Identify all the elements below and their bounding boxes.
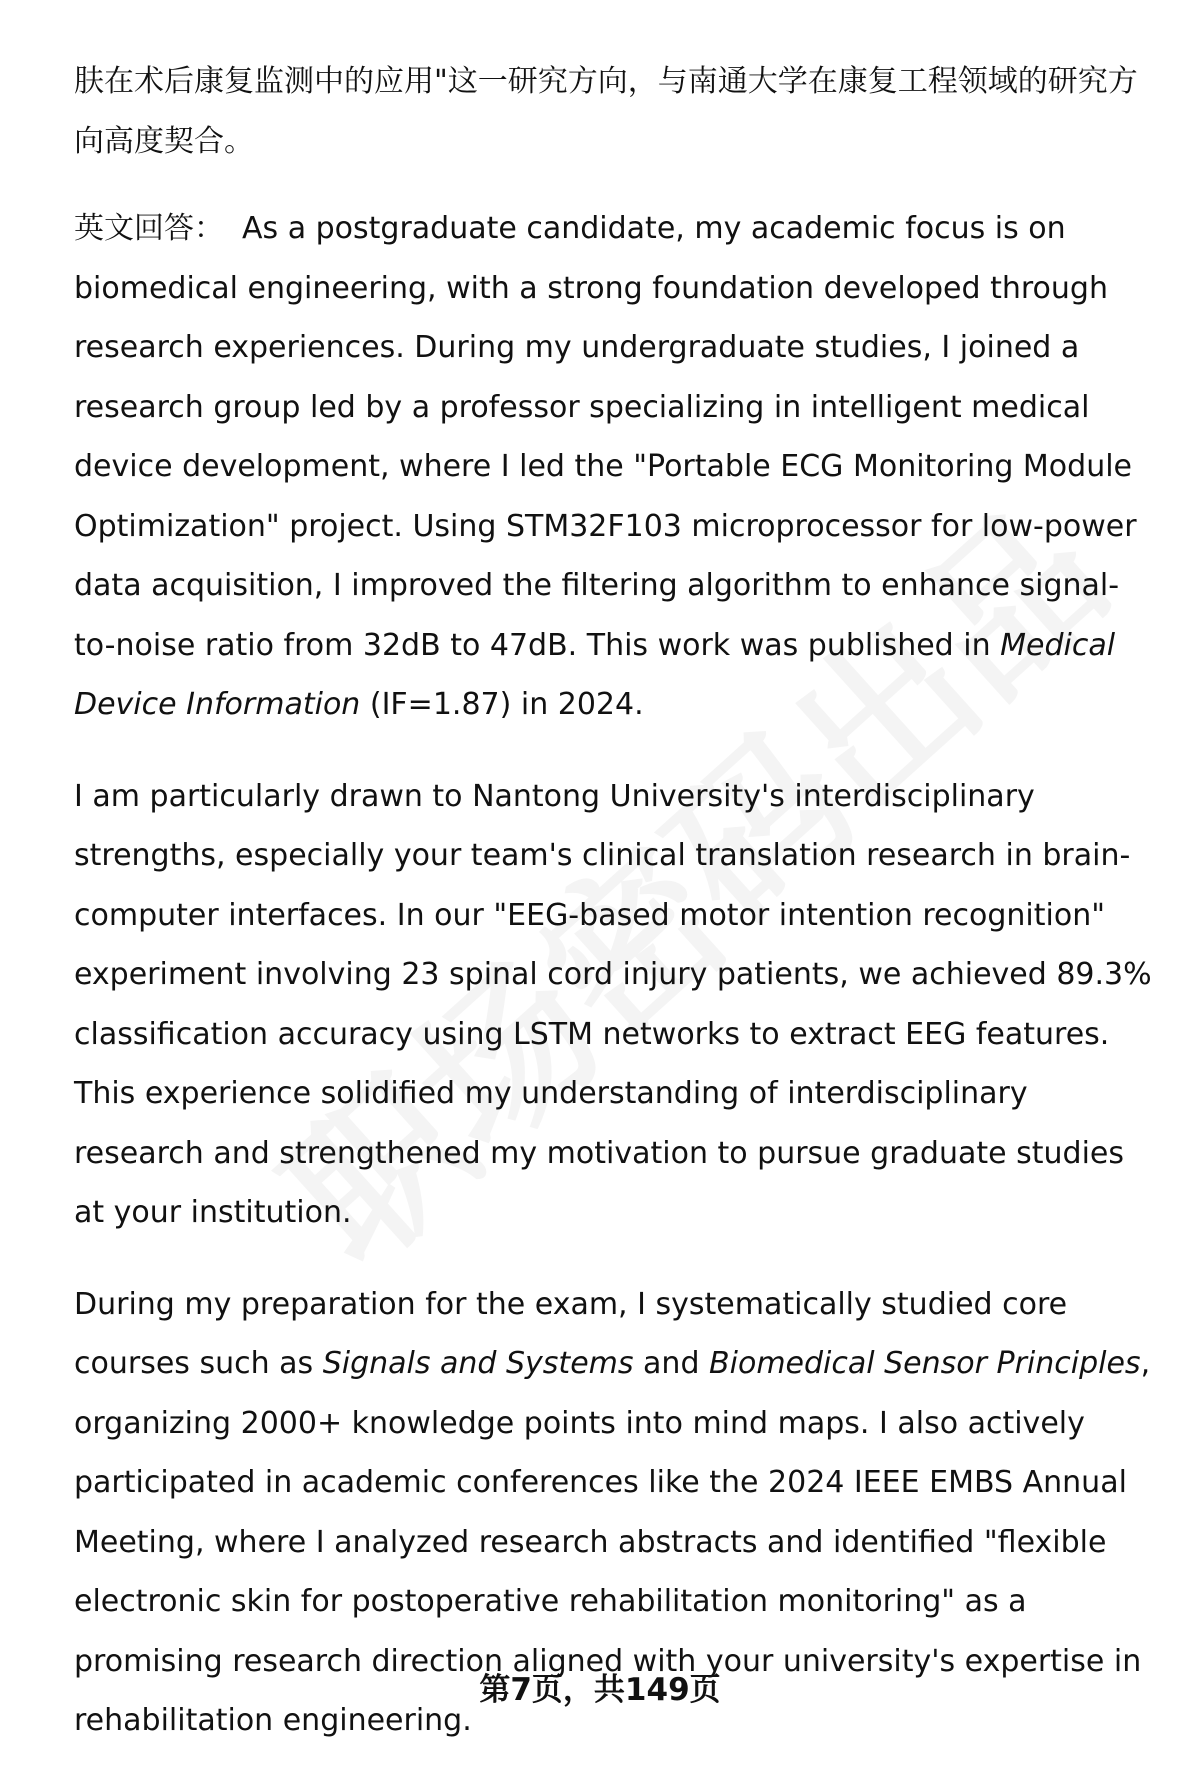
paragraph-english-answer-intro: [74, 199, 1154, 735]
paragraph-chinese-continuation: 肤在术后康复监测中的应用"这一研究方向，与南通大学在康复工程领域的研究方向高度契合。: [74, 64, 1138, 159]
page-number: 第7页，共149页: [479, 1672, 721, 1708]
answer-label: 英文回答：: [74, 211, 224, 246]
paragraph-text: and: [643, 1346, 700, 1381]
paragraph-text: , organizing 2000+ knowledge points into mind maps. I also actively participated in academic conferences like the 2024 IEEE EMBS Annual Meeting, where I analyzed research abstracts and identified "flexible electronic skin for postoperative rehabilitation monitoring" as a promising research direction aligned with your university's expertise in rehabilitation engineering.: [74, 1346, 1151, 1738]
paragraph-text: As a postgraduate candidate, my academic focus is on biomedical engineering, with a strong foundation developed through research experiences. During my undergraduate studies, I joined a research group led by a professor specializing in intelligent medical device development, where I led the "Portable ECG Monitoring Module Optimization" project. Using STM32F103 microprocessor for low-power data acquisition, I improved the filtering algorithm to enhance signal-to-noise ratio from 32dB to 47dB. This work was published in: [74, 211, 1137, 663]
course-title-sensors: Biomedical Sensor Principles: [709, 1346, 1141, 1381]
document-body: [74, 52, 1154, 1783]
journal-title: Medical Device Information: [74, 627, 1116, 722]
paragraph-text: (IF=1.87) in 2024.: [369, 687, 644, 722]
paragraph-text: During my preparation for the exam, I systematically studied core courses such as: [74, 1286, 1068, 1381]
paragraph-nantong-interest: I am particularly drawn to Nantong University's interdisciplinary strengths, especially your team's clinical translation research in brain-computer interfaces. In our "EEG-based motor intention recognition" experiment involving 23 spinal cord injury patients, we achieved 89.3% classification accuracy using LSTM networks to extract EEG features. This experience solidified my understanding of interdisciplinary research and strengthened my motivation to pursue graduate studies at your institution.: [74, 778, 1152, 1230]
course-title-signals: Signals and Systems: [322, 1346, 634, 1381]
